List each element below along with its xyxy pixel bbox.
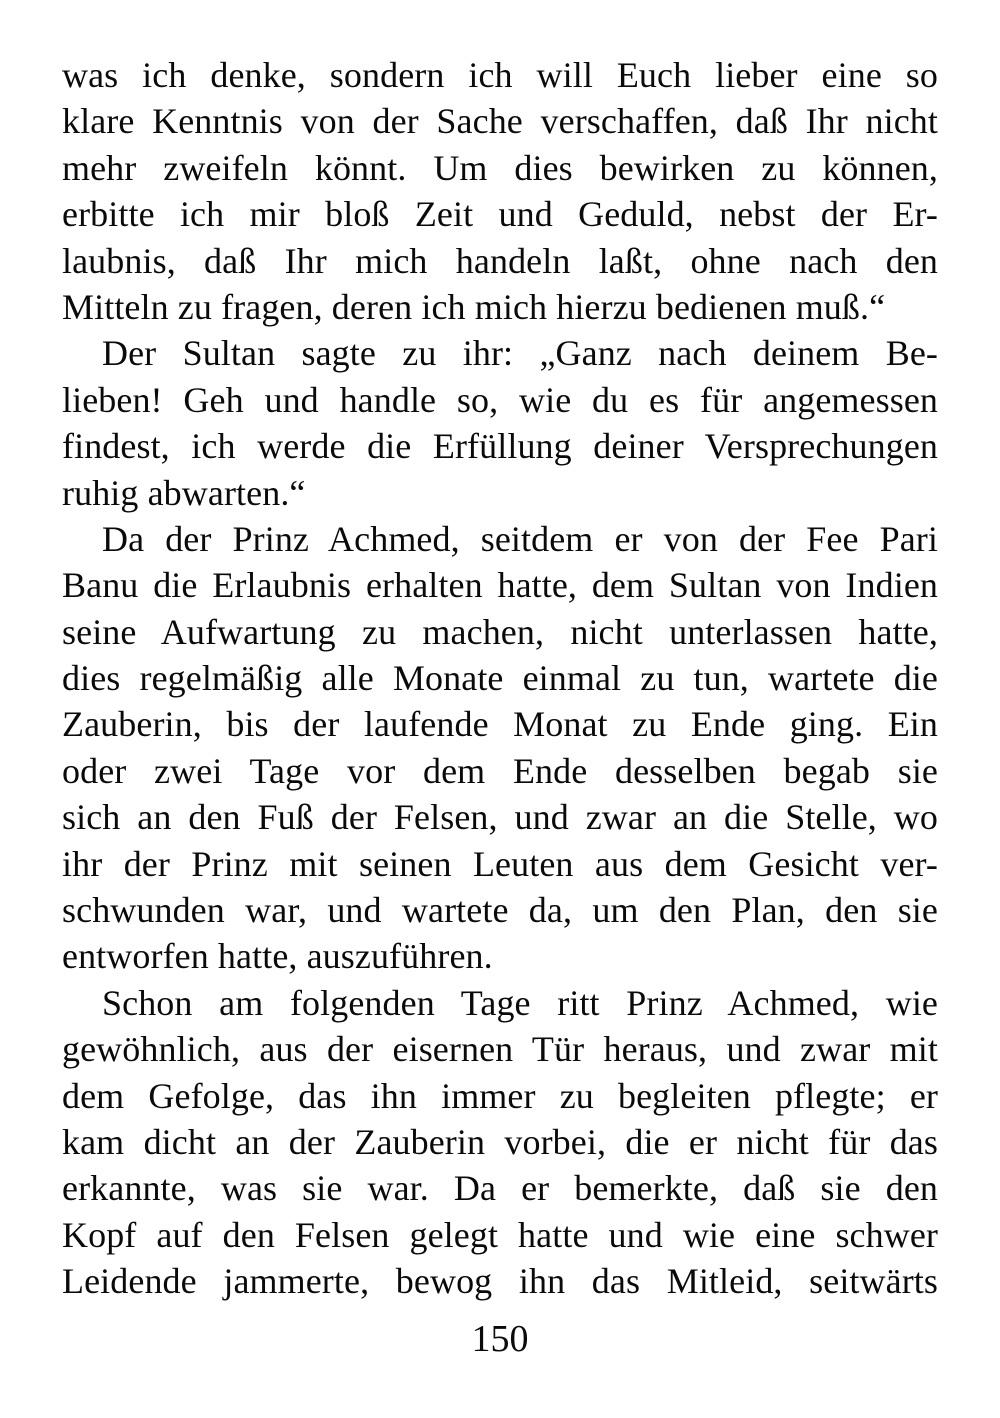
text-line: Mitteln zu fragen, deren ich mich hierzu bedienen muß.“ [62, 286, 886, 327]
text-line: Kopf auf den Felsen gelegt hatte und wie eine schwer [62, 1214, 938, 1255]
text-line: Da der Prinz Achmed, seitdem er von der Fee Pari [102, 518, 938, 559]
text-line: gewöhnlich, aus der eisernen Tür heraus, und zwar mit [62, 1029, 938, 1070]
text-line: Der Sultan sagte zu ihr: „Ganz nach deinem Be- [102, 333, 938, 374]
text-line: erbitte ich mir bloß Zeit und Geduld, nebst der Er- [62, 194, 938, 235]
text-line: kam dicht an der Zauberin vorbei, die er nicht für das [62, 1121, 938, 1162]
text-line: ruhig abwarten.“ [62, 472, 306, 513]
text-line: schwunden war, und wartete da, um den Plan, den sie [62, 890, 938, 931]
text-line: was ich denke, sondern ich will Euch lieber eine so [62, 55, 938, 95]
text-line: Banu die Erlaubnis erhalten hatte, dem Sultan von Indien [62, 565, 938, 606]
text-line: lieben! Geh und handle so, wie du es für angemessen [62, 379, 938, 420]
text-line: Schon am folgenden Tage ritt Prinz Achmed, wie [102, 982, 938, 1023]
text-line: Zauberin, bis der laufende Monat zu Ende ging. Ein [62, 704, 938, 745]
text-line: dies regelmäßig alle Monate einmal zu tun, wartete die [62, 658, 938, 699]
text-line: dem Gefolge, das ihn immer zu begleiten pflegte; er [62, 1075, 938, 1116]
page-number: 150 [471, 1318, 529, 1360]
body-text [62, 52, 938, 1305]
text-line: klare Kenntnis von der Sache verschaffen, daß Ihr nicht [62, 101, 938, 142]
text-line: ihr der Prinz mit seinen Leuten aus dem Gesicht ver- [62, 843, 938, 884]
text-line: erkannte, was sie war. Da er bemerkte, daß sie den [62, 1168, 938, 1209]
text-line: laubnis, daß Ihr mich handeln laßt, ohne nach den [62, 240, 938, 281]
text-line: seine Aufwartung zu machen, nicht unterlassen hatte, [62, 611, 938, 652]
text-line: sich an den Fuß der Felsen, und zwar an die Stelle, wo [62, 797, 938, 838]
text-line: mehr zweifeln könnt. Um dies bewirken zu können, [62, 147, 938, 188]
text-line: entworfen hatte, auszuführen. [62, 936, 493, 977]
text-line: oder zwei Tage vor dem Ende desselben begab sie [62, 750, 938, 791]
text-line: findest, ich werde die Erfüllung deiner Versprechungen [62, 426, 938, 467]
text-line: Leidende jammerte, bewog ihn das Mitleid, seitwärts [62, 1261, 938, 1302]
